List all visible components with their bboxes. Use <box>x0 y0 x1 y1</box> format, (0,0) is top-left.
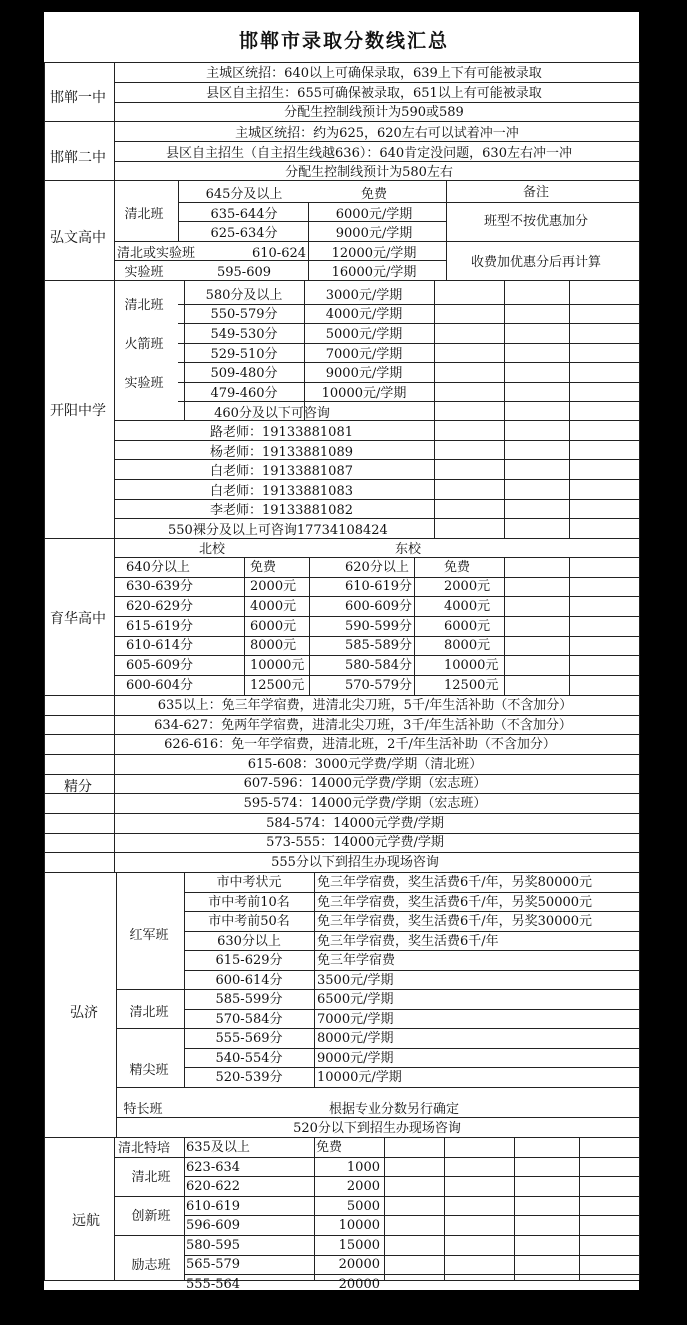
grid-line <box>446 202 639 203</box>
grid-line <box>114 62 115 695</box>
yh-east-fee: 2000元 <box>444 579 491 594</box>
grid-line <box>44 62 639 63</box>
grid-line <box>184 1176 639 1177</box>
yuanhang-fee: 20000 <box>338 1276 380 1292</box>
school-name-yh: 育华高中 <box>50 611 106 627</box>
hw-score: 645分及以上 <box>205 187 283 202</box>
grid-line <box>114 557 639 558</box>
yuanhang-fee: 5000 <box>346 1198 380 1214</box>
grid-line <box>114 1137 115 1280</box>
grid-line <box>44 754 639 755</box>
grid-line <box>44 872 639 873</box>
yh-north-score: 605-609分 <box>126 658 194 673</box>
hj-tc-text: 根据专业分数另行确定 <box>328 1102 460 1117</box>
jf-line: 626-616：免一年学宿费，进清北班，2千/年生活补助（不含加分） <box>164 737 556 752</box>
hj-class: 红军班 <box>129 928 169 943</box>
grid-line <box>114 675 639 676</box>
school-name-jf: 精分 <box>64 779 92 795</box>
ky-score: 479-460分 <box>210 386 278 401</box>
grid-line <box>114 440 639 441</box>
grid-line <box>579 1137 580 1280</box>
yh-east-score: 600-609分 <box>345 599 413 614</box>
grid-line <box>114 596 639 597</box>
yh-north-fee: 12500元 <box>250 678 305 693</box>
grid-line <box>504 557 505 695</box>
grid-line <box>116 1087 639 1088</box>
ky-score: 509-480分 <box>210 366 278 381</box>
grid-line <box>114 695 115 872</box>
ky-fee: 10000元/学期 <box>321 386 407 401</box>
hdyz-line: 分配生控制线预计为590或589 <box>284 105 464 120</box>
grid-line <box>184 1048 639 1049</box>
grid-line <box>44 852 639 853</box>
jf-line: 584-574：14000元学费/学期 <box>266 816 444 831</box>
grid-line <box>44 793 639 794</box>
grid-line <box>414 557 415 695</box>
grid-line <box>114 655 639 656</box>
grid-line <box>178 180 179 241</box>
hdez-line: 分配生控制线预计为580左右 <box>285 165 453 180</box>
hj-score: 市中考前10名 <box>208 895 290 910</box>
hw-note: 收费加优惠分后再计算 <box>470 255 602 270</box>
hw-fee: 6000元/学期 <box>335 207 413 222</box>
yuanhang-fee: 1000 <box>346 1159 380 1175</box>
hw-note: 班型不按优惠加分 <box>483 214 589 229</box>
ky-class: 火箭班 <box>124 337 164 352</box>
yh-east-fee: 6000元 <box>444 619 491 634</box>
grid-line <box>446 180 447 280</box>
hw-class: 清北或实验班 <box>117 246 196 261</box>
page-title: 邯郸市录取分数线汇总 <box>238 30 450 52</box>
grid-line <box>314 872 315 1087</box>
ky-fee: 3000元/学期 <box>325 288 403 303</box>
hw-score: 635-644分 <box>210 207 278 222</box>
yuanhang-class: 创新班 <box>131 1209 171 1224</box>
yh-north-score: 640分以上 <box>126 560 190 575</box>
grid-line <box>184 1137 185 1280</box>
hj-class: 清北班 <box>129 1005 169 1020</box>
yh-east: 东校 <box>394 542 422 557</box>
yh-east-score: 585-589分 <box>345 638 413 653</box>
hj-fee: 6500元/学期 <box>317 992 394 1007</box>
ky-score: 550-579分 <box>210 307 278 322</box>
grid-line <box>114 518 639 519</box>
ky-teacher: 杨老师：19133881089 <box>210 445 353 460</box>
ky-class: 清北班 <box>124 298 164 313</box>
grid-line <box>184 1157 639 1158</box>
yuanhang-class: 清北特培 <box>118 1141 171 1156</box>
grid-line <box>114 1196 184 1197</box>
grid-line <box>569 280 570 538</box>
yh-east-fee: 4000元 <box>444 599 491 614</box>
hj-footer: 520分以下到招生办现场咨询 <box>293 1121 461 1136</box>
yh-east-score: 590-599分 <box>345 619 413 634</box>
yuanhang-class: 清北班 <box>131 1170 171 1185</box>
hw-fee: 12000元/学期 <box>331 246 417 261</box>
hj-score: 630分以上 <box>217 934 281 949</box>
grid-line <box>114 479 639 480</box>
yh-north-score: 620-629分 <box>126 599 194 614</box>
jf-line: 573-555：14000元学费/学期 <box>266 835 444 850</box>
yh-north: 北校 <box>198 542 226 557</box>
yuanhang-score: 596-609 <box>186 1218 241 1233</box>
yh-east-score: 570-579分 <box>345 678 413 693</box>
school-name-yuanhang: 远航 <box>72 1213 100 1229</box>
school-name-hj: 弘济 <box>70 1005 98 1021</box>
grid-line <box>114 616 639 617</box>
grid-line <box>569 557 570 695</box>
hw-score: 610-624 <box>251 246 307 261</box>
yuanhang-score: 610-619 <box>186 1198 241 1214</box>
ky-teacher: 李老师：19133881082 <box>210 503 353 518</box>
grid-line <box>184 280 185 420</box>
grid-line <box>184 1274 639 1275</box>
hj-score: 540-554分 <box>215 1051 283 1066</box>
grid-line <box>308 202 309 280</box>
grid-line <box>184 872 185 1087</box>
hw-fee: 16000元/学期 <box>331 265 417 280</box>
yh-east-fee: 免费 <box>444 560 471 575</box>
grid-line <box>116 872 117 1137</box>
grid-line <box>114 420 639 421</box>
yh-east-score: 580-584分 <box>345 658 413 673</box>
yh-north-fee: 2000元 <box>250 579 297 594</box>
grid-line <box>114 459 639 460</box>
yuanhang-fee: 10000 <box>338 1218 380 1233</box>
hj-fee: 免三年学宿费，奖生活费6千/年，另奖50000元 <box>317 895 593 910</box>
grid-line <box>309 557 310 695</box>
hw-score: 625-634分 <box>210 226 278 241</box>
grid-line <box>44 695 639 696</box>
grid-line <box>314 1137 315 1280</box>
ky-teacher: 白老师：19133881083 <box>210 484 353 499</box>
yuanhang-fee: 15000 <box>338 1237 380 1253</box>
jf-line: 615-608：3000元学费/学期（清北班） <box>247 757 483 772</box>
grid-line <box>184 1235 639 1236</box>
grid-line <box>444 1137 445 1280</box>
yuanhang-score: 620-622 <box>186 1179 241 1194</box>
yuanhang-fee: 20000 <box>338 1257 380 1272</box>
score-summary-sheet <box>44 12 639 1290</box>
yh-east-score: 620分以上 <box>345 560 409 575</box>
grid-line <box>184 931 639 932</box>
grid-line <box>384 1137 385 1280</box>
hj-fee: 3500元/学期 <box>317 973 394 988</box>
school-name-hdez: 邯郸二中 <box>50 150 106 166</box>
ky-teacher: 路老师：19133881081 <box>210 425 353 440</box>
grid-line <box>184 1009 639 1010</box>
yh-north-fee: 4000元 <box>250 599 297 614</box>
ky-score: 529-510分 <box>210 347 278 362</box>
hdyz-line: 主城区统招：640以上可确保录取，639上下有可能被录取 <box>206 66 542 81</box>
yuanhang-score: 555-564 <box>186 1276 241 1292</box>
yuanhang-score: 623-634 <box>186 1159 241 1175</box>
grid-line <box>504 280 505 538</box>
hj-score: 600-614分 <box>215 973 283 988</box>
grid-line <box>304 280 305 420</box>
hj-score: 520-539分 <box>215 1070 283 1085</box>
yh-east-score: 610-619分 <box>345 579 413 594</box>
hw-note-header: 备注 <box>522 185 550 200</box>
grid-line <box>114 499 639 500</box>
hj-fee: 免三年学宿费，奖生活费6千/年，另奖30000元 <box>317 914 593 929</box>
jf-line: 607-596：14000元学费/学期（宏志班） <box>243 776 487 791</box>
ky-score: 580分及以上 <box>205 288 283 303</box>
yh-north-score: 615-619分 <box>126 619 194 634</box>
ky-class: 实验班 <box>124 376 164 391</box>
hw-class-qb: 清北班 <box>124 207 164 222</box>
grid-line <box>244 557 245 695</box>
grid-line <box>184 1215 639 1216</box>
hj-score: 555-569分 <box>215 1031 283 1046</box>
jf-line: 635以上：免三年学宿费，进清北尖刀班，5千/年生活补助（不含加分） <box>157 698 573 713</box>
ky-footer: 550裸分及以上可咨询17734108424 <box>168 523 388 538</box>
yuanhang-score: 565-579 <box>186 1257 241 1272</box>
hj-score: 市中考状元 <box>216 875 282 890</box>
yuanhang-score: 635及以上 <box>186 1140 250 1155</box>
grid-line <box>184 1196 639 1197</box>
yh-east-fee: 8000元 <box>444 638 491 653</box>
yuanhang-score: 580-595 <box>186 1237 241 1253</box>
school-name-hw: 弘文高中 <box>50 230 106 246</box>
hw-fee: 9000元/学期 <box>335 226 413 241</box>
hw-score: 595-609 <box>216 265 272 280</box>
yuanhang-fee: 2000 <box>346 1179 380 1194</box>
ky-teacher: 白老师：19133881087 <box>210 464 353 479</box>
hj-fee: 免三年学宿费，奖生活费6千/年，另奖80000元 <box>317 875 593 890</box>
hj-fee: 免三年学宿费，奖生活费6千/年 <box>317 934 499 949</box>
grid-line <box>184 970 639 971</box>
hj-fee: 免三年学宿费 <box>317 953 396 968</box>
grid-line <box>44 62 45 1280</box>
yh-north-score: 600-604分 <box>126 678 194 693</box>
school-name-ky: 开阳中学 <box>50 403 106 419</box>
yh-north-fee: 8000元 <box>250 638 297 653</box>
ky-consult: 460分及以下可咨询 <box>214 406 330 421</box>
hj-fee: 10000元/学期 <box>317 1070 402 1085</box>
ky-fee: 7000元/学期 <box>325 347 403 362</box>
hdez-line: 县区自主招生（自主招生线越636）：640肯定没问题，630左右冲一冲 <box>166 146 572 161</box>
hj-score: 585-599分 <box>215 992 283 1007</box>
ky-score: 549-530分 <box>210 327 278 342</box>
hj-fee: 9000元/学期 <box>317 1051 394 1066</box>
grid-line <box>44 813 639 814</box>
yh-north-fee: 免费 <box>250 560 277 575</box>
hj-tc-label: 特长班 <box>123 1102 163 1117</box>
hj-class: 精尖班 <box>129 1063 169 1078</box>
grid-line <box>44 715 639 716</box>
yh-east-fee: 10000元 <box>444 658 499 673</box>
jf-line: 595-574：14000元学费/学期（宏志班） <box>243 796 487 811</box>
yuanhang-fee: 免费 <box>316 1140 343 1155</box>
yh-north-score: 630-639分 <box>126 579 194 594</box>
yh-north-fee: 10000元 <box>250 658 305 673</box>
hdez-line: 主城区统招：约为625，620左右可以试着冲一冲 <box>235 126 519 141</box>
ky-fee: 4000元/学期 <box>325 307 403 322</box>
ky-fee: 5000元/学期 <box>325 327 403 342</box>
grid-line <box>639 872 640 1137</box>
hw-class: 实验班 <box>124 265 164 280</box>
grid-line <box>514 1137 515 1280</box>
ky-fee: 9000元/学期 <box>325 366 403 381</box>
yuanhang-class: 励志班 <box>131 1258 171 1273</box>
hj-score: 615-629分 <box>215 953 283 968</box>
hj-score: 570-584分 <box>215 1012 283 1027</box>
grid-line <box>114 1235 184 1236</box>
hj-score: 市中考前50名 <box>208 914 290 929</box>
grid-line <box>434 280 435 538</box>
hw-fee: 免费 <box>360 187 388 202</box>
yh-north-fee: 6000元 <box>250 619 297 634</box>
grid-line <box>446 241 639 242</box>
yh-east-fee: 12500元 <box>444 678 499 693</box>
jf-line: 555分以下到招生办现场咨询 <box>271 855 439 870</box>
grid-line <box>184 892 639 893</box>
yh-north-score: 610-614分 <box>126 638 194 653</box>
hj-fee: 7000元/学期 <box>317 1012 394 1027</box>
hdyz-line: 县区自主招生：655可确保被录取，651以上有可能被录取 <box>206 86 542 101</box>
grid-line <box>184 1255 639 1256</box>
school-name-hdyz: 邯郸一中 <box>50 90 106 106</box>
jf-line: 634-627：免两年学宿费，进清北尖刀班，3千/年生活补助（不含加分） <box>154 718 572 733</box>
hj-fee: 8000元/学期 <box>317 1031 394 1046</box>
